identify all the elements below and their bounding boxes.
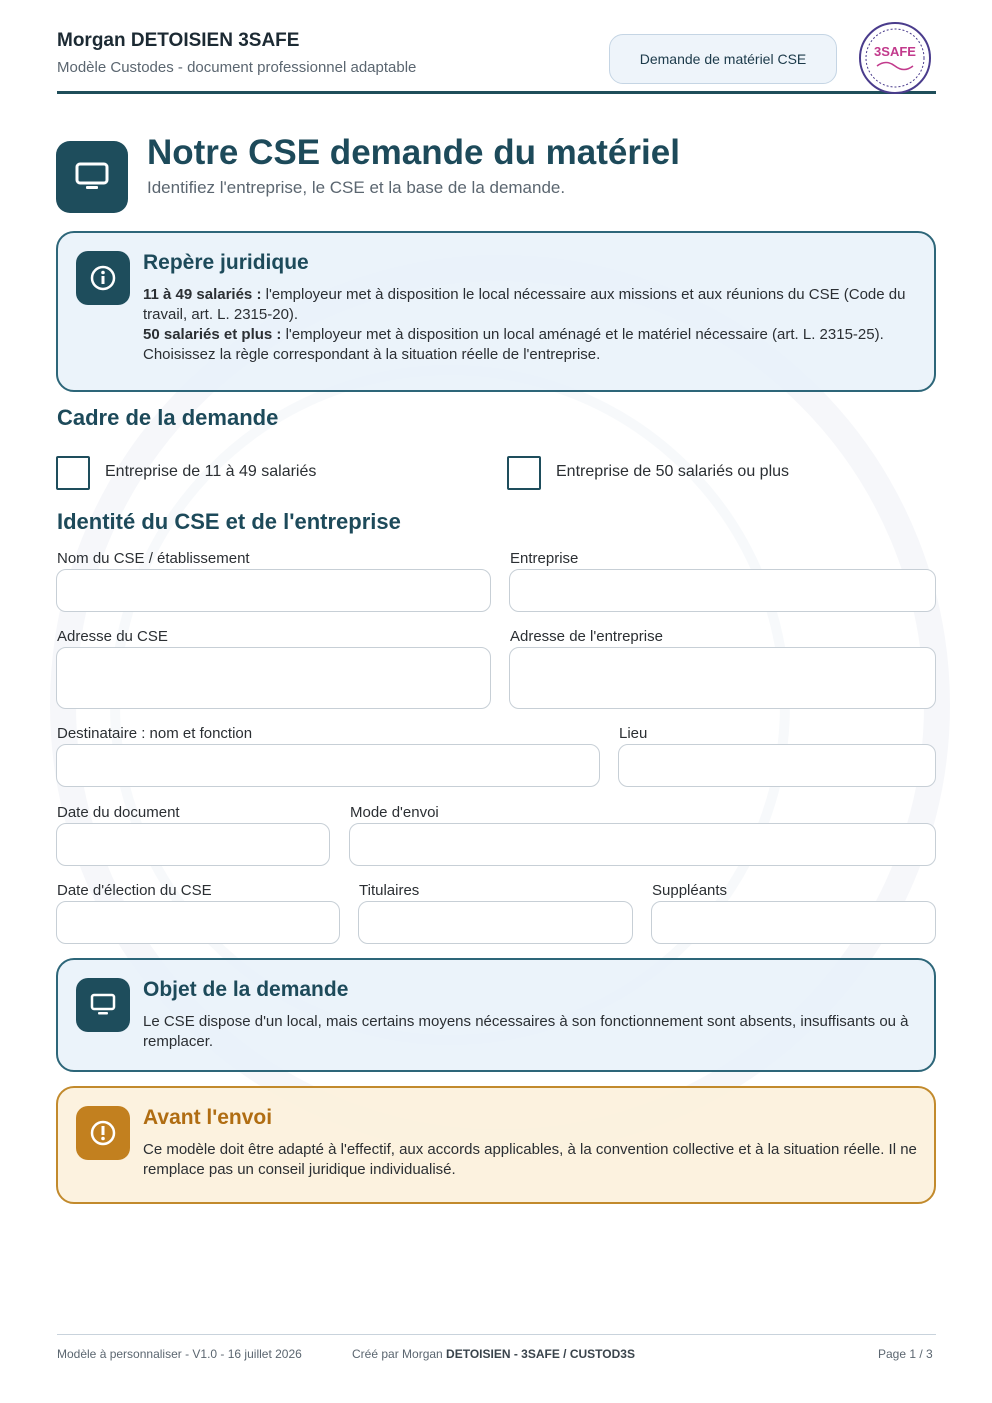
cse-address-field[interactable] <box>56 647 491 709</box>
section-title-framework: Cadre de la demande <box>57 405 279 430</box>
page-subtitle: Identifiez l'entreprise, le CSE et la base de la demande. <box>147 178 566 197</box>
suppleants-label: Suppléants <box>652 882 728 899</box>
monitor-icon <box>56 141 128 213</box>
object-box-text: Le CSE dispose d'un local, mais certains moyens nécessaires à son fonctionnement sont absents, insuffisants ou à remplacer. <box>143 1013 909 1050</box>
election-date-field[interactable] <box>56 901 340 944</box>
titulaires-field[interactable] <box>358 901 633 944</box>
section-title-identity: Identité du CSE et de l'entreprise <box>57 509 401 534</box>
logo-text: 3SAFE <box>874 44 916 59</box>
recipient-field[interactable] <box>56 744 600 787</box>
company-field[interactable] <box>509 569 936 612</box>
legal-reference-box <box>56 231 936 392</box>
warning-box-text: Ce modèle doit être adapté à l'effectif, aux accords applicables, à la convention collective et à la situation réelle. Il ne remplace pas un conseil juridique individualisé. <box>143 1141 917 1178</box>
suppleants-field[interactable] <box>651 901 936 944</box>
document-type-badge: Demande de matériel CSE <box>609 34 837 84</box>
info-icon <box>76 251 130 305</box>
legal-rule-2-text: l'employeur met à disposition un local aménagé et le matériel nécessaire (art. L. 2315-25). <box>281 326 884 343</box>
checkbox-50-plus[interactable] <box>507 456 541 490</box>
request-object-box <box>56 958 936 1072</box>
before-sending-box <box>56 1086 936 1204</box>
titulaires-label: Titulaires <box>359 882 420 899</box>
object-box-title: Objet de la demande <box>143 978 349 1001</box>
document-date-field[interactable] <box>56 823 330 866</box>
footer-divider <box>57 1334 936 1335</box>
company-label: Entreprise <box>510 550 579 567</box>
legal-box-title: Repère juridique <box>143 251 309 274</box>
checkbox-50-plus-label: Entreprise de 50 salariés ou plus <box>556 463 790 480</box>
footer-version: Modèle à personnaliser - V1.0 - 16 juillet 2026 <box>57 1347 302 1361</box>
checkbox-11-49-label: Entreprise de 11 à 49 salariés <box>105 463 317 480</box>
cse-address-label: Adresse du CSE <box>57 628 168 645</box>
monitor-icon <box>76 978 130 1032</box>
checkbox-11-49[interactable] <box>56 456 90 490</box>
cse-name-label: Nom du CSE / établissement <box>57 550 250 567</box>
send-mode-label: Mode d'envoi <box>350 804 439 821</box>
footer-author <box>352 1347 635 1361</box>
footer-author-prefix: Créé par Morgan <box>352 1347 447 1361</box>
legal-rule-2-label: 50 salariés et plus : <box>143 326 282 343</box>
footer-author-name: DETOISIEN - 3SAFE / CUSTOD3S <box>446 1347 635 1361</box>
company-address-label: Adresse de l'entreprise <box>510 628 663 645</box>
page-header <box>57 28 936 94</box>
warning-box-title: Avant l'envoi <box>143 1106 273 1129</box>
company-address-field[interactable] <box>509 647 936 709</box>
place-field[interactable] <box>618 744 936 787</box>
legal-rule-1-label: 11 à 49 salariés : <box>143 286 262 303</box>
document-subtitle: Modèle Custodes - document professionnel adaptable <box>57 59 417 76</box>
3safe-logo <box>853 20 937 96</box>
legal-rule-1-text: l'employeur met à disposition le local nécessaire aux missions et aux réunions du CSE (Code du travail, art. L. 2315-20). <box>143 286 906 323</box>
place-label: Lieu <box>619 725 648 742</box>
legal-rule-hint: Choisissez la règle correspondant à la situation réelle de l'entreprise. <box>143 346 601 363</box>
page-title: Notre CSE demande du matériel <box>147 133 680 172</box>
send-mode-field[interactable] <box>349 823 936 866</box>
recipient-label: Destinataire : nom et fonction <box>57 725 253 742</box>
election-date-label: Date d'élection du CSE <box>57 882 212 899</box>
document-date-label: Date du document <box>57 804 180 821</box>
footer-page-number: Page 1 / 3 <box>878 1347 933 1361</box>
document-owner: Morgan DETOISIEN 3SAFE <box>57 30 300 51</box>
cse-name-field[interactable] <box>56 569 491 612</box>
warning-icon <box>76 1106 130 1160</box>
legal-box-text <box>143 285 923 365</box>
